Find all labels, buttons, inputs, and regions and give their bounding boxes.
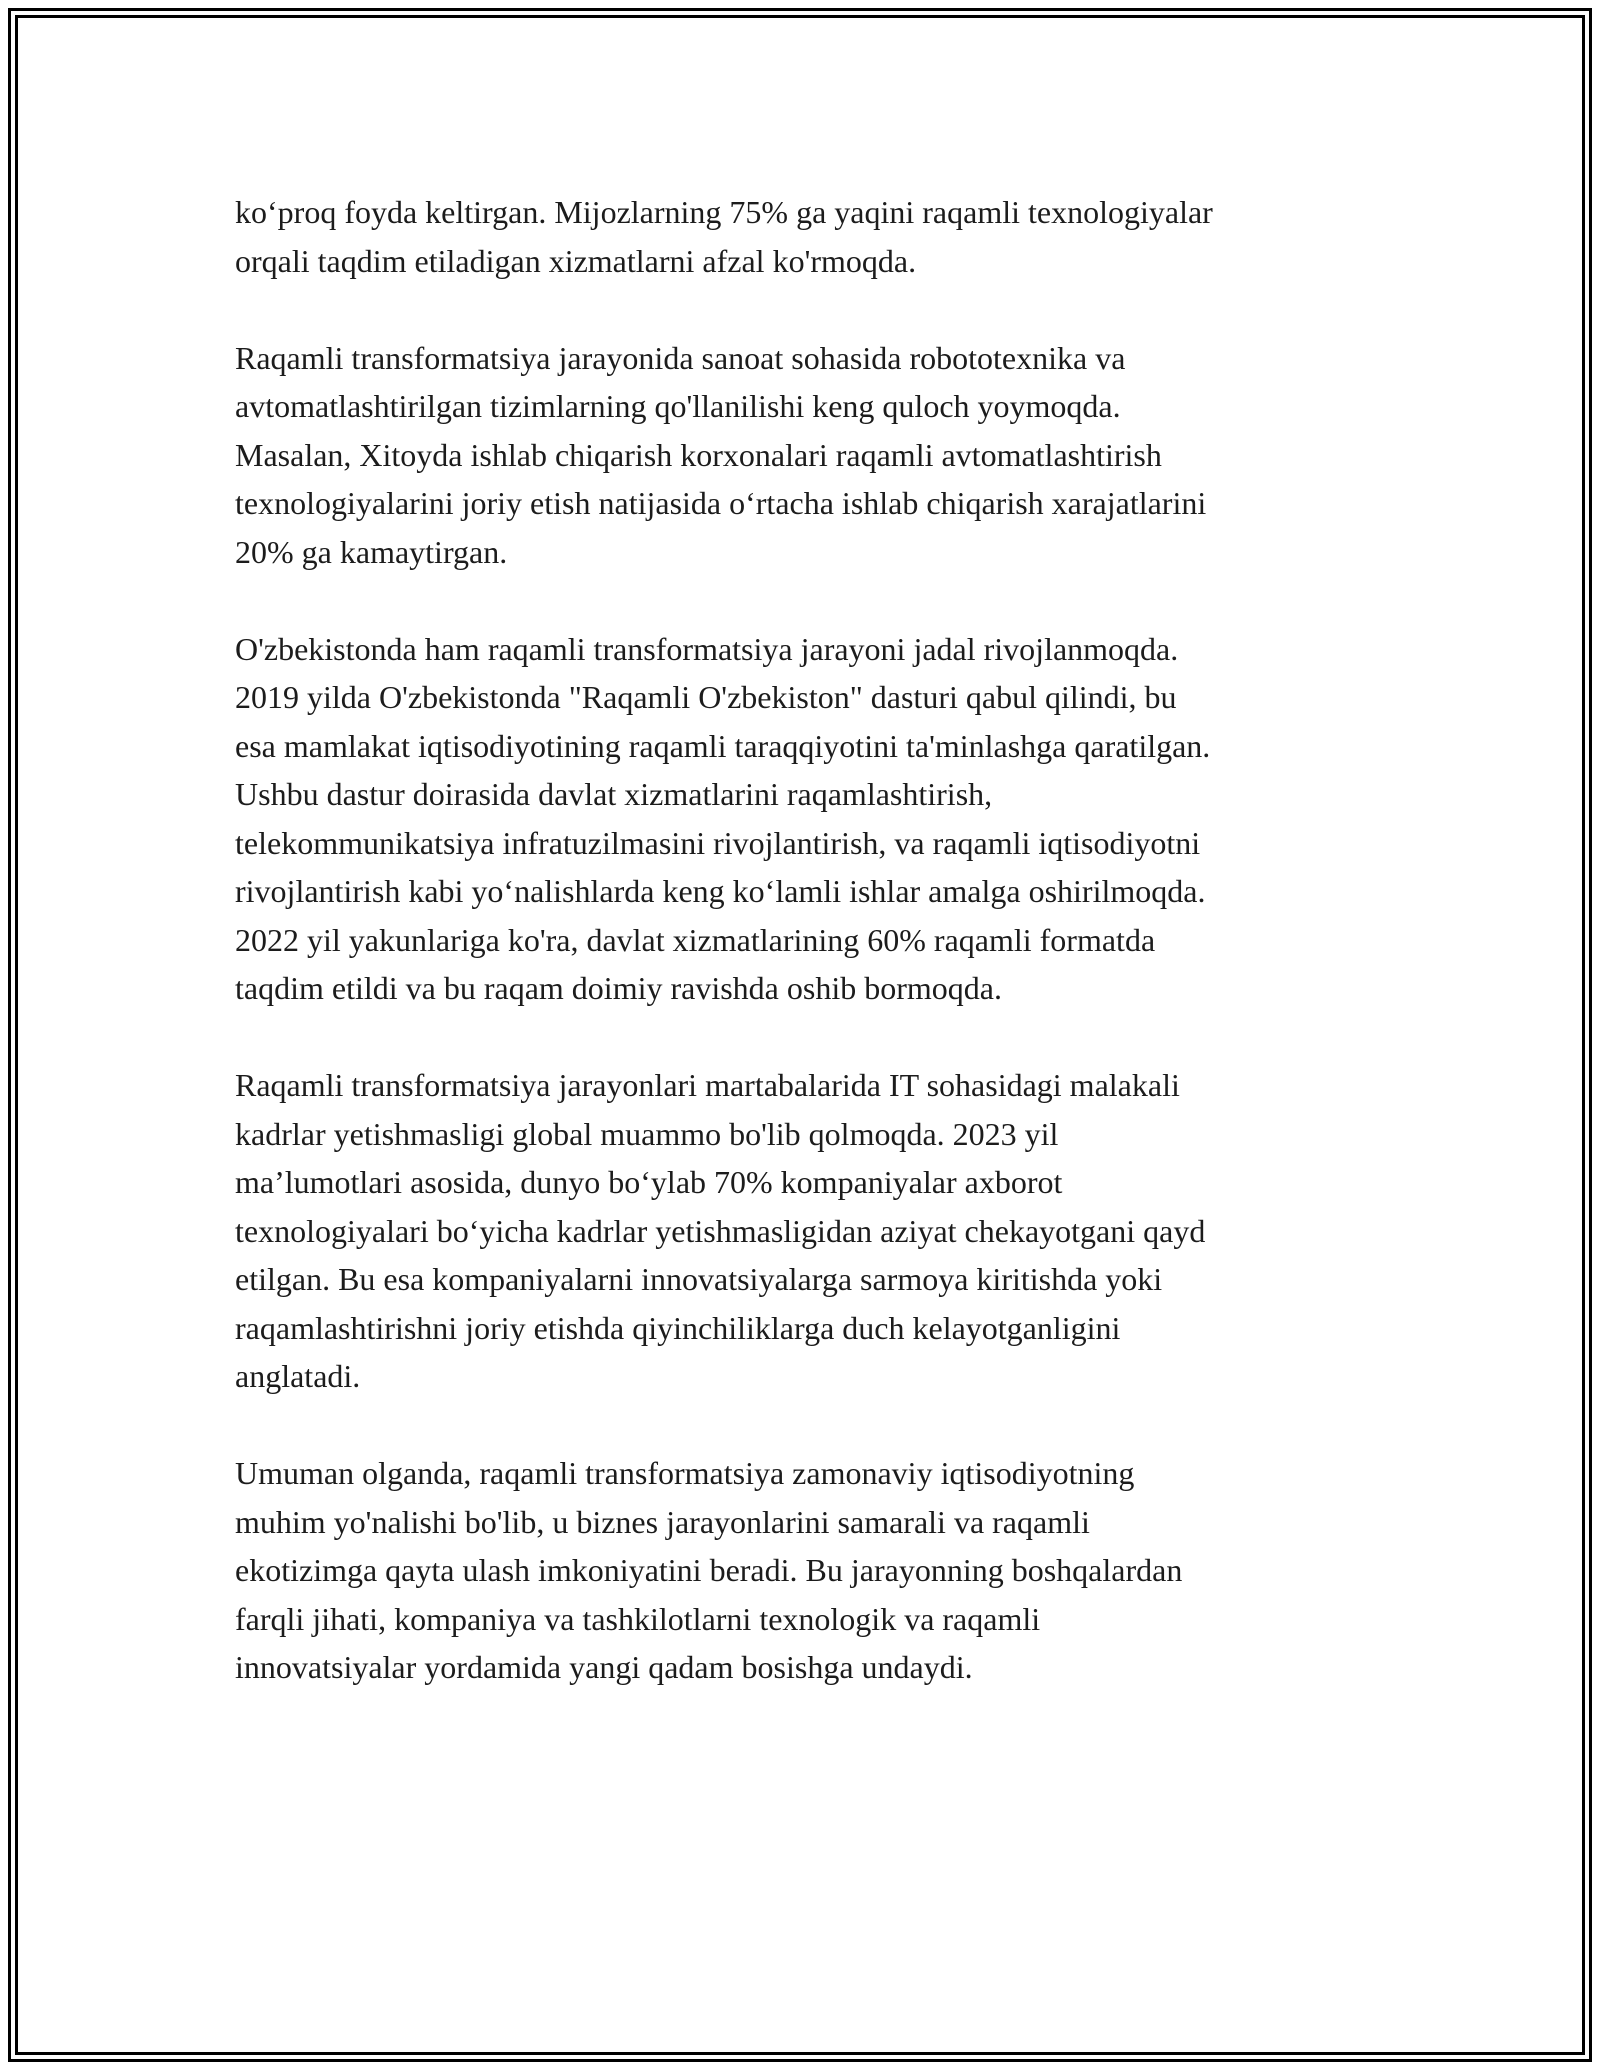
paragraph-1: ko‘proq foyda keltirgan. Mijozlarning 75% ga yaqini raqamli texnologiyalar orqali taqdim etiladigan xizmatlarni afzal ko'rmoqda. [235,194,1213,279]
document-body [235,188,1385,1692]
paragraph-4: Raqamli transformatsiya jarayonlari martabalarida IT sohasidagi malakali kadrlar yetishmasligi global muammo bo'lib qolmoqda. 2023 yil ma’lumotlari asosida, dunyo bo‘ylab 70% kompaniyalar axborot texnologiyalari bo‘yicha kadrlar yetishmasligidan aziyat chekayotgani qayd etilgan. Bu esa kompaniyalarni innovatsiyalarga sarmoya kiritishda yoki raqamlashtirishni joriy etishda qiyinchiliklarga duch kelayotganligini anglatadi. [235,1067,1206,1394]
paragraph-2: Raqamli transformatsiya jarayonida sanoat sohasida robototexnika va avtomatlashtirilgan tizimlarning qo'llanilishi keng quloch yoymoqda. Masalan, Xitoyda ishlab chiqarish korxonalari raqamli avtomatlashtirish texnologiyalarini joriy etish natijasida o‘rtacha ishlab chiqarish xarajatlarini 20% ga kamaytirgan. [235,339,1207,570]
paragraph-3: O'zbekistonda ham raqamli transformatsiya jarayoni jadal rivojlanmoqda. 2019 yilda O'zbekistonda "Raqamli O'zbekiston" dasturi qabul qilindi, bu esa mamlakat iqtisodiyotining raqamli taraqqiyotini ta'minlashga qaratilgan. Ushbu dastur doirasida davlat xizmatlarini raqamlashtirish, telekommunikatsiya infratuzilmasini rivojlantirish, va raqamli iqtisodiyotni rivojlantirish kabi yo‘nalishlarda keng ko‘lamli ishlar amalga oshirilmoqda. 2022 yil yakunlariga ko'ra, davlat xizmatlarining 60% raqamli formatda taqdim etildi va bu raqam doimiy ravishda oshib bormoqda. [235,630,1211,1006]
paragraph-5: Umuman olganda, raqamli transformatsiya zamonaviy iqtisodiyotning muhim yo'nalishi bo'lib, u biznes jarayonlarini samarali va raqamli ekotizimga qayta ulash imkoniyatini beradi. Bu jarayonning boshqalardan farqli jihati, kompaniya va tashkilotlarni texnologik va raqamli innovatsiyalar yordamida yangi qadam bosishga undaydi. [235,1455,1183,1685]
